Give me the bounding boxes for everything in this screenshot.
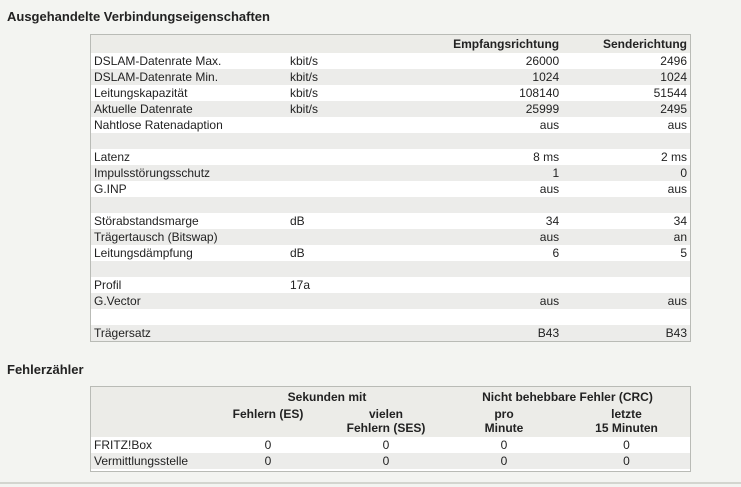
- error-row-label: FRITZ!Box: [94, 438, 153, 452]
- row-label: G.INP: [94, 182, 127, 196]
- row-receive-value: 34: [545, 214, 560, 228]
- table-row: [91, 325, 690, 341]
- header-receive-direction: Empfangsrichtung: [403, 35, 562, 53]
- table-row: [91, 309, 690, 325]
- row-label: [91, 197, 287, 213]
- row-send-value: 1024: [562, 69, 690, 85]
- row-receive-value: 26000: [525, 54, 560, 68]
- row-receive-value: 6: [552, 246, 560, 260]
- row-receive-value: 108140: [519, 86, 560, 100]
- section-title-error-counters: Fehlerzähler: [7, 362, 84, 377]
- header-seconds-with: Sekunden mit: [287, 390, 367, 404]
- row-unit: kbit/s: [287, 69, 403, 85]
- error-es-value: 0: [264, 438, 272, 452]
- row-receive-value: [403, 261, 562, 277]
- error-crc-15min-value: 0: [563, 453, 690, 469]
- table-row: [91, 181, 690, 197]
- table-row: [91, 453, 690, 469]
- table-row: [91, 101, 690, 117]
- row-unit: dB: [290, 246, 305, 260]
- header-crc-15-line2: 15 Minuten: [595, 421, 658, 435]
- error-crc-minute-value: 0: [445, 453, 563, 469]
- row-receive-value: [403, 197, 562, 213]
- table-row: [91, 197, 690, 213]
- row-receive-value: B43: [403, 325, 562, 341]
- row-unit: [287, 133, 403, 149]
- header-crc-min-line2: Minute: [484, 421, 524, 435]
- error-header-group-row: [91, 387, 690, 407]
- header-es-text: Fehlern (ES): [232, 407, 304, 421]
- header-empty-sub: [91, 407, 209, 437]
- table-row: [91, 213, 690, 229]
- error-counter-table: [91, 387, 690, 469]
- row-send-value: 5: [680, 246, 687, 260]
- row-unit: [287, 261, 403, 277]
- table-row: [91, 293, 690, 309]
- row-label: G.Vector: [91, 293, 287, 309]
- row-receive-value: aus: [539, 182, 560, 196]
- header-ses-line2: Fehlern (SES): [346, 421, 426, 435]
- row-unit: [287, 149, 403, 165]
- header-ses: [327, 407, 445, 437]
- row-receive-value: 1: [403, 165, 562, 181]
- row-receive-value: aus: [403, 293, 562, 309]
- row-send-value: 34: [673, 214, 687, 228]
- row-unit: kbit/s: [290, 54, 319, 68]
- row-receive-value: 25999: [403, 101, 562, 117]
- header-label: [91, 35, 287, 53]
- header-es: [209, 407, 327, 437]
- row-unit: [287, 325, 403, 341]
- row-send-value: aus: [667, 182, 687, 196]
- row-send-value: 2 ms: [660, 150, 687, 164]
- row-send-value: aus: [562, 293, 690, 309]
- row-send-value: [562, 261, 690, 277]
- error-crc-minute-value: 0: [500, 438, 508, 452]
- row-unit: [287, 117, 403, 133]
- row-unit: 17a: [290, 278, 311, 292]
- table-row: [91, 165, 690, 181]
- table-row: [91, 133, 690, 149]
- row-send-value: [562, 197, 690, 213]
- row-send-value: [562, 309, 690, 325]
- row-unit: [287, 309, 403, 325]
- header-crc-min-line1: pro: [494, 407, 514, 421]
- row-receive-value: 1024: [403, 69, 562, 85]
- section-title-connection: Ausgehandelte Verbindungseigenschaften: [7, 9, 270, 24]
- error-header-sub-row: [91, 407, 690, 437]
- table-row: [91, 245, 690, 261]
- error-row-label: Vermittlungsstelle: [91, 453, 209, 469]
- row-send-value: 0: [562, 165, 690, 181]
- row-label: Trägertausch (Bitswap): [91, 229, 287, 245]
- row-send-value: aus: [667, 118, 687, 132]
- row-label: Profil: [94, 278, 122, 292]
- row-receive-value: [403, 133, 562, 149]
- table-row: [91, 53, 690, 69]
- table-row: [91, 229, 690, 245]
- row-receive-value: aus: [403, 229, 562, 245]
- header-crc-15min: [563, 407, 690, 437]
- row-send-value: 2495: [562, 101, 690, 117]
- header-unit: [287, 35, 403, 53]
- row-send-value: [562, 277, 690, 293]
- table-header-row: [91, 35, 690, 53]
- row-label: Latenz: [94, 150, 131, 164]
- row-label: [91, 261, 287, 277]
- row-label: [91, 133, 287, 149]
- row-send-value: an: [562, 229, 690, 245]
- row-unit: kbit/s: [290, 86, 319, 100]
- header-ses-line1: vielen: [368, 407, 404, 421]
- header-crc-per-minute: [445, 407, 563, 437]
- row-send-value: 51544: [653, 86, 687, 100]
- table-row: [91, 85, 690, 101]
- row-label: Störabstandsmarge: [94, 214, 199, 228]
- header-uncorrectable-errors: Nicht behebbare Fehler (CRC): [482, 390, 653, 404]
- row-unit: kbit/s: [287, 101, 403, 117]
- row-label: Impulsstörungsschutz: [91, 165, 287, 181]
- table-row: [91, 117, 690, 133]
- table-row: [91, 149, 690, 165]
- row-send-value: 2496: [660, 54, 687, 68]
- row-receive-value: 8 ms: [533, 150, 560, 164]
- header-send-direction: Senderichtung: [562, 35, 690, 53]
- row-send-value: [562, 133, 690, 149]
- header-empty: [91, 387, 209, 407]
- row-label: Nahtlose Ratenadaption: [94, 118, 223, 132]
- row-unit: [287, 293, 403, 309]
- row-send-value: B43: [562, 325, 690, 341]
- row-label: [91, 309, 287, 325]
- row-label: Leitungskapazität: [94, 86, 188, 100]
- table-row: [91, 261, 690, 277]
- row-unit: [287, 181, 403, 197]
- table-row: [91, 69, 690, 85]
- error-es-value: 0: [209, 453, 327, 469]
- row-unit: [287, 165, 403, 181]
- row-label: Leitungsdämpfung: [94, 246, 193, 260]
- error-counter-panel: [90, 386, 691, 472]
- error-ses-value: 0: [382, 438, 390, 452]
- row-receive-value: [403, 277, 562, 293]
- table-row: [91, 437, 690, 453]
- header-crc-15-line1: letzte: [611, 407, 642, 421]
- row-unit: [287, 229, 403, 245]
- table-row: [91, 277, 690, 293]
- connection-properties-panel: [90, 34, 691, 342]
- error-crc-15min-value: 0: [623, 438, 630, 452]
- footer-divider: [0, 482, 741, 484]
- row-label: DSLAM-Datenrate Min.: [91, 69, 287, 85]
- row-unit: [287, 197, 403, 213]
- row-receive-value: [403, 309, 562, 325]
- row-label: Aktuelle Datenrate: [91, 101, 287, 117]
- connection-properties-table: [91, 35, 690, 341]
- row-receive-value: aus: [539, 118, 560, 132]
- row-unit: dB: [290, 214, 305, 228]
- error-ses-value: 0: [327, 453, 445, 469]
- row-label: Trägersatz: [91, 325, 287, 341]
- row-label: DSLAM-Datenrate Max.: [94, 54, 222, 68]
